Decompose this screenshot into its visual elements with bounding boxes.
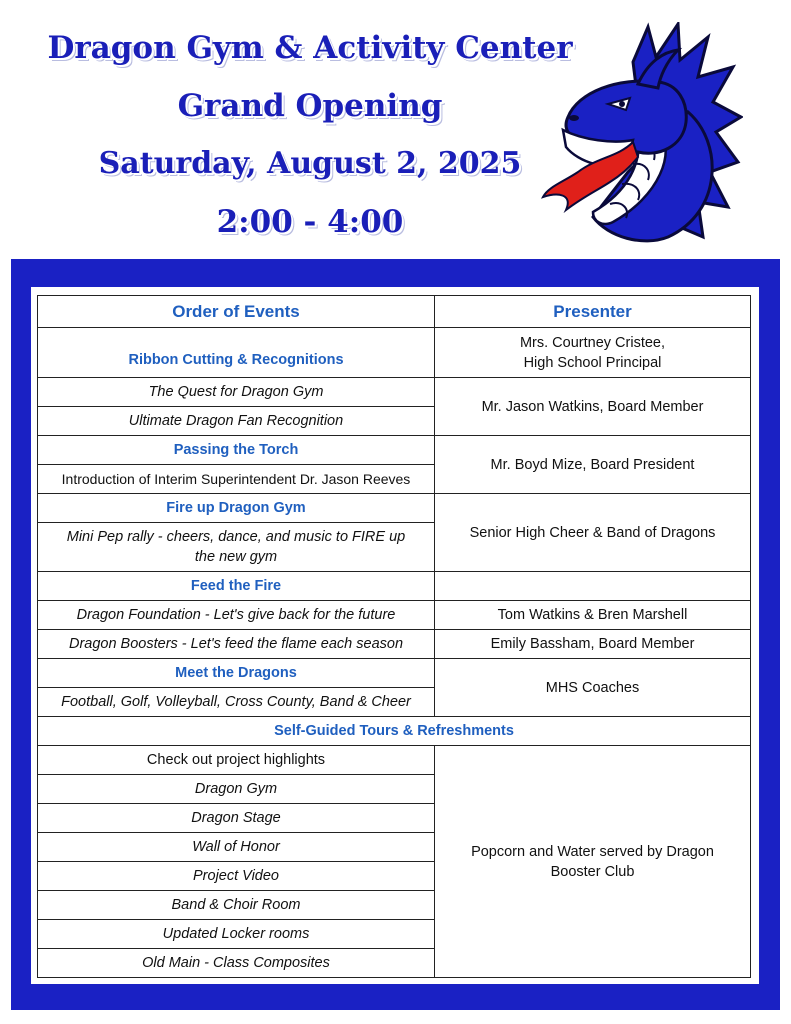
event-boosters: Dragon Boosters - Let's feed the flame each season bbox=[38, 630, 435, 659]
event-fan-recognition: Ultimate Dragon Fan Recognition bbox=[38, 407, 435, 436]
presenter-coaches: MHS Coaches bbox=[435, 659, 751, 717]
presenter-principal bbox=[435, 328, 751, 378]
presenter-cheer: Senior High Cheer & Band of Dragons bbox=[435, 494, 751, 572]
presenter-principal-line2: High School Principal bbox=[523, 354, 662, 371]
tour-item: Check out project highlights bbox=[38, 746, 435, 775]
tour-item: Dragon Stage bbox=[38, 804, 435, 833]
title-line-2: Grand Opening bbox=[177, 88, 443, 124]
event-sports: Football, Golf, Volleyball, Cross County, Band & Cheer bbox=[38, 688, 435, 717]
event-quest: The Quest for Dragon Gym bbox=[38, 378, 435, 407]
presenter-boosters: Emily Bassham, Board Member bbox=[435, 630, 751, 659]
table-row bbox=[38, 601, 751, 630]
section-ribbon-cutting: Ribbon Cutting & Recognitions bbox=[38, 328, 435, 378]
tour-item: Updated Locker rooms bbox=[38, 920, 435, 949]
column-header-presenter: Presenter bbox=[435, 296, 751, 328]
table-row bbox=[38, 378, 751, 407]
order-of-events-table bbox=[37, 295, 751, 978]
event-time: 2:00 - 4:00 bbox=[216, 204, 404, 240]
presenter-foundation: Tom Watkins & Bren Marshell bbox=[435, 601, 751, 630]
event-pep-rally: Mini Pep rally - cheers, dance, and music to FIRE up the new gym bbox=[38, 523, 435, 572]
table-row bbox=[38, 494, 751, 523]
section-passing-torch: Passing the Torch bbox=[38, 436, 435, 465]
table-row bbox=[38, 328, 751, 378]
column-header-events: Order of Events bbox=[38, 296, 435, 328]
tour-item: Band & Choir Room bbox=[38, 891, 435, 920]
section-feed-fire: Feed the Fire bbox=[38, 572, 435, 601]
section-fire-up: Fire up Dragon Gym bbox=[38, 494, 435, 523]
table-row bbox=[38, 572, 751, 601]
table-row bbox=[38, 659, 751, 688]
presenter-mize: Mr. Boyd Mize, Board President bbox=[435, 436, 751, 494]
table-row bbox=[38, 630, 751, 659]
title-line-1: Dragon Gym & Activity Center bbox=[47, 30, 573, 66]
dragon-head-icon bbox=[538, 22, 743, 252]
table-row bbox=[38, 717, 751, 746]
presenter-empty bbox=[435, 572, 751, 601]
presenter-principal-line1: Mrs. Courtney Cristee, bbox=[519, 334, 666, 351]
table-header-row bbox=[38, 296, 751, 328]
section-meet-dragons: Meet the Dragons bbox=[38, 659, 435, 688]
table-row bbox=[38, 746, 751, 775]
event-date: Saturday, August 2, 2025 bbox=[98, 146, 522, 181]
event-interim-intro: Introduction of Interim Superintendent Dr. Jason Reeves bbox=[38, 465, 435, 494]
tour-item: Old Main - Class Composites bbox=[38, 949, 435, 978]
event-foundation: Dragon Foundation - Let's give back for the future bbox=[38, 601, 435, 630]
section-tours: Self-Guided Tours & Refreshments bbox=[38, 717, 751, 746]
table-row bbox=[38, 436, 751, 465]
tour-item: Wall of Honor bbox=[38, 833, 435, 862]
presenter-popcorn-line2: Booster Club bbox=[550, 863, 635, 880]
presenter-popcorn bbox=[435, 746, 751, 978]
tour-item: Project Video bbox=[38, 862, 435, 891]
presenter-watkins: Mr. Jason Watkins, Board Member bbox=[435, 378, 751, 436]
presenter-popcorn-line1: Popcorn and Water served by Dragon bbox=[471, 843, 714, 860]
tour-item: Dragon Gym bbox=[38, 775, 435, 804]
